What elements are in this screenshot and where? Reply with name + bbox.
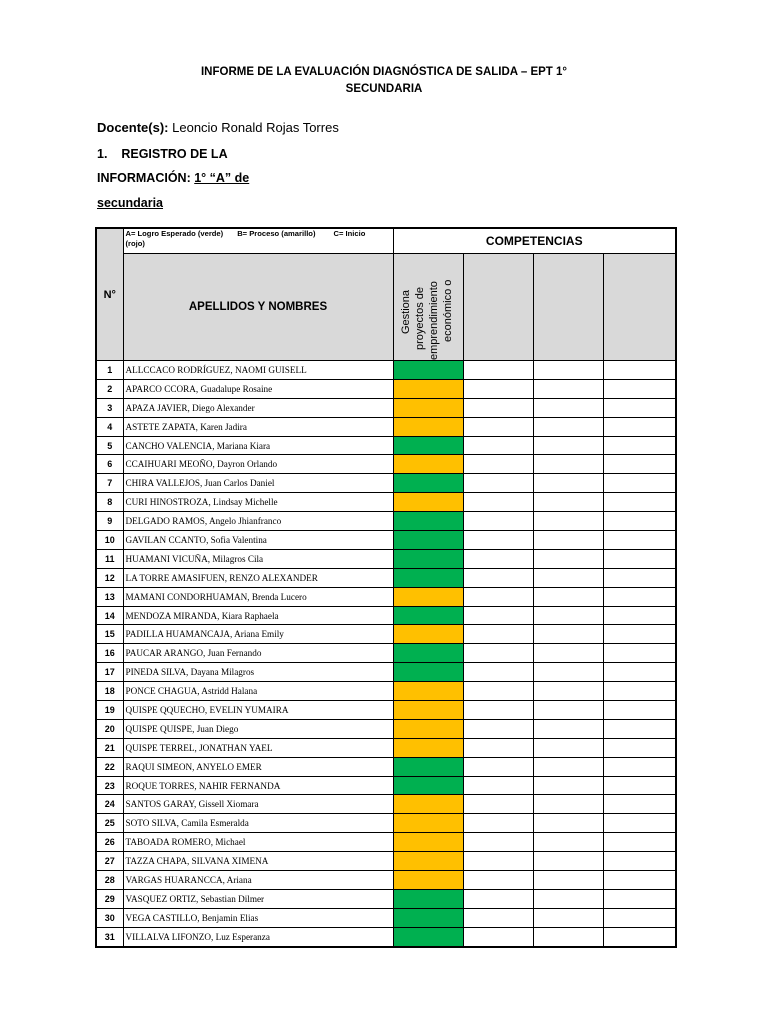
row-number: 12 — [96, 568, 123, 587]
student-name: CURI HINOSTROZA, Lindsay Michelle — [123, 493, 393, 512]
competency-1-line3: emprendimiento — [427, 281, 440, 360]
competency-2-level — [463, 531, 533, 550]
competency-3-level — [533, 795, 603, 814]
competency-1-level — [393, 436, 463, 455]
section-number: 1. — [97, 147, 108, 161]
competency-1-level — [393, 757, 463, 776]
table-row — [96, 927, 676, 946]
competency-2-level — [463, 663, 533, 682]
row-number: 3 — [96, 398, 123, 417]
competency-2-level — [463, 417, 533, 436]
student-name: ALLCCACO RODRÍGUEZ, NAOMI GUISELL — [123, 361, 393, 380]
competency-3-level — [533, 493, 603, 512]
row-number: 25 — [96, 814, 123, 833]
competency-1-level — [393, 871, 463, 890]
competency-1-level — [393, 474, 463, 493]
row-number: 29 — [96, 889, 123, 908]
competency-4-level — [603, 701, 676, 720]
competency-2-level — [463, 474, 533, 493]
table-row — [96, 587, 676, 606]
table-row — [96, 568, 676, 587]
competency-2-level — [463, 776, 533, 795]
competency-2-level — [463, 833, 533, 852]
competency-2-level — [463, 908, 533, 927]
competency-3-level — [533, 701, 603, 720]
competency-3-level — [533, 361, 603, 380]
competency-3-level — [533, 871, 603, 890]
competency-2-level — [463, 361, 533, 380]
table-row — [96, 379, 676, 398]
table-row — [96, 795, 676, 814]
row-number: 11 — [96, 549, 123, 568]
competency-3-level — [533, 512, 603, 531]
competency-4-level — [603, 417, 676, 436]
competency-3-level — [533, 889, 603, 908]
competency-3-level — [533, 474, 603, 493]
competency-2-level — [463, 889, 533, 908]
competency-4-level — [603, 833, 676, 852]
row-number: 27 — [96, 852, 123, 871]
competency-1-level — [393, 587, 463, 606]
student-name: HUAMANI VICUÑA, Milagros Cila — [123, 549, 393, 568]
row-number: 14 — [96, 606, 123, 625]
row-number: 28 — [96, 871, 123, 890]
competency-3-level — [533, 436, 603, 455]
competency-2-level — [463, 587, 533, 606]
table-row — [96, 549, 676, 568]
competency-4-level — [603, 871, 676, 890]
competency-4-level — [603, 379, 676, 398]
docente-label: Docente(s): — [97, 120, 169, 135]
competency-4-level — [603, 663, 676, 682]
competency-4-level — [603, 531, 676, 550]
competency-3-level — [533, 587, 603, 606]
table-row — [96, 455, 676, 474]
competency-2-level — [463, 512, 533, 531]
student-name: APARCO CCORA, Guadalupe Rosaine — [123, 379, 393, 398]
info-grade: 1° “A” de — [194, 171, 250, 185]
competency-4-level — [603, 644, 676, 663]
row-number: 7 — [96, 474, 123, 493]
competency-3-level — [533, 379, 603, 398]
competency-2-level — [463, 814, 533, 833]
competency-4-level — [603, 455, 676, 474]
competency-1-level — [393, 493, 463, 512]
competency-1-level — [393, 398, 463, 417]
competency-4-level — [603, 776, 676, 795]
competency-1-level — [393, 625, 463, 644]
competency-4-level — [603, 682, 676, 701]
competency-1-level — [393, 833, 463, 852]
student-name: VARGAS HUARANCCA, Ariana — [123, 871, 393, 890]
legend-rojo: (rojo) — [125, 239, 145, 248]
legend-c: C= Inicio — [333, 229, 366, 238]
competency-1-level — [393, 606, 463, 625]
row-number: 13 — [96, 587, 123, 606]
student-name: SOTO SILVA, Camila Esmeralda — [123, 814, 393, 833]
competency-1-line4: económico o — [441, 279, 454, 342]
competency-3-level — [533, 852, 603, 871]
student-name: PADILLA HUAMANCAJA, Ariana Emily — [123, 625, 393, 644]
competency-3-level — [533, 455, 603, 474]
competency-4-level — [603, 719, 676, 738]
row-number: 24 — [96, 795, 123, 814]
student-name: DELGADO RAMOS, Angelo Jhianfranco — [123, 512, 393, 531]
competency-1-line2: proyectos de — [413, 287, 426, 350]
competency-1-level — [393, 795, 463, 814]
competency-4-level — [603, 361, 676, 380]
table-row — [96, 644, 676, 663]
competency-2-level — [463, 738, 533, 757]
registro-table — [95, 227, 677, 948]
row-number: 5 — [96, 436, 123, 455]
header-number: N° — [96, 228, 123, 361]
student-name: VEGA CASTILLO, Benjamin Elias — [123, 908, 393, 927]
table-row — [96, 908, 676, 927]
student-name: QUISPE QQUECHO, EVELIN YUMAIRA — [123, 701, 393, 720]
competency-1-level — [393, 889, 463, 908]
row-number: 31 — [96, 927, 123, 946]
competency-3-level — [533, 682, 603, 701]
row-number: 26 — [96, 833, 123, 852]
competency-3-level — [533, 719, 603, 738]
student-name: CHIRA VALLEJOS, Juan Carlos Daniel — [123, 474, 393, 493]
student-name: LA TORRE AMASIFUEN, RENZO ALEXANDER — [123, 568, 393, 587]
competency-2-level — [463, 625, 533, 644]
competency-2-level — [463, 606, 533, 625]
competency-2-level — [463, 795, 533, 814]
competency-1-level — [393, 927, 463, 946]
competency-3-level — [533, 776, 603, 795]
competency-4-level — [603, 852, 676, 871]
competency-3-level — [533, 644, 603, 663]
row-number: 21 — [96, 738, 123, 757]
student-name: TABOADA ROMERO, Michael — [123, 833, 393, 852]
competency-4-level — [603, 795, 676, 814]
competency-1-level — [393, 455, 463, 474]
competency-1-level — [393, 738, 463, 757]
competency-1-header — [393, 254, 463, 361]
competency-3-level — [533, 625, 603, 644]
competency-1-level — [393, 512, 463, 531]
competency-2-level — [463, 852, 533, 871]
competency-4-level — [603, 549, 676, 568]
table-row — [96, 871, 676, 890]
competency-1-line1: Gestiona — [399, 289, 412, 334]
table-row — [96, 757, 676, 776]
table-row — [96, 852, 676, 871]
info-level: secundaria — [97, 196, 164, 210]
student-name: RAQUI SIMEON, ANYELO EMER — [123, 757, 393, 776]
competency-1-level — [393, 852, 463, 871]
table-row — [96, 493, 676, 512]
competency-2-level — [463, 436, 533, 455]
table-row — [96, 625, 676, 644]
competency-3-level — [533, 814, 603, 833]
competency-4-level — [603, 606, 676, 625]
table-row — [96, 701, 676, 720]
competency-2-level — [463, 493, 533, 512]
row-number: 1 — [96, 361, 123, 380]
competency-3-level — [533, 908, 603, 927]
row-number: 19 — [96, 701, 123, 720]
table-row — [96, 361, 676, 380]
table-row — [96, 606, 676, 625]
student-name: QUISPE TERREL, JONATHAN YAEL — [123, 738, 393, 757]
row-number: 22 — [96, 757, 123, 776]
student-name: CANCHO VALENCIA, Mariana Kiara — [123, 436, 393, 455]
competency-1-level — [393, 549, 463, 568]
table-row — [96, 398, 676, 417]
competency-4-level — [603, 474, 676, 493]
competency-3-level — [533, 757, 603, 776]
competency-1-level — [393, 663, 463, 682]
row-number: 20 — [96, 719, 123, 738]
competency-4-level — [603, 568, 676, 587]
row-number: 4 — [96, 417, 123, 436]
competency-4-level — [603, 587, 676, 606]
info-line — [97, 171, 249, 185]
docente-name: Leoncio Ronald Rojas Torres — [168, 120, 339, 135]
student-name: CCAIHUARI MEOÑO, Dayron Orlando — [123, 455, 393, 474]
student-name: ROQUE TORRES, NAHIR FERNANDA — [123, 776, 393, 795]
student-name: PAUCAR ARANGO, Juan Fernando — [123, 644, 393, 663]
competency-1-level — [393, 568, 463, 587]
competency-2-level — [463, 757, 533, 776]
row-number: 2 — [96, 379, 123, 398]
student-name: VASQUEZ ORTIZ, Sebastian Dilmer — [123, 889, 393, 908]
competency-3-level — [533, 417, 603, 436]
competency-1-level — [393, 379, 463, 398]
competencias-header: COMPETENCIAS — [393, 228, 676, 254]
section-title: REGISTRO DE LA — [121, 147, 228, 161]
row-number: 17 — [96, 663, 123, 682]
competency-2-level — [463, 644, 533, 663]
competency-3-level — [533, 398, 603, 417]
table-row — [96, 814, 676, 833]
table-row — [96, 474, 676, 493]
student-name: PINEDA SILVA, Dayana Milagros — [123, 663, 393, 682]
competency-2-level — [463, 701, 533, 720]
competency-3-level — [533, 833, 603, 852]
competency-4-level — [603, 757, 676, 776]
row-number: 23 — [96, 776, 123, 795]
info-label: INFORMACIÓN: — [97, 171, 195, 185]
table-row — [96, 719, 676, 738]
competency-4-level — [603, 398, 676, 417]
competency-4-level — [603, 625, 676, 644]
section-heading — [97, 147, 228, 161]
competency-1-level — [393, 776, 463, 795]
student-name: ASTETE ZAPATA, Karen Jadira — [123, 417, 393, 436]
student-name: TAZZA CHAPA, SILVANA XIMENA — [123, 852, 393, 871]
competency-3-level — [533, 927, 603, 946]
competency-4-level — [603, 889, 676, 908]
student-name: GAVILAN CCANTO, Sofia Valentina — [123, 531, 393, 550]
competency-1-level — [393, 701, 463, 720]
competency-4-level — [603, 738, 676, 757]
competency-3-level — [533, 663, 603, 682]
table-row — [96, 663, 676, 682]
competency-2-level — [463, 871, 533, 890]
student-name: VILLALVA LIFONZO, Luz Esperanza — [123, 927, 393, 946]
competency-1-level — [393, 908, 463, 927]
competency-1-level — [393, 682, 463, 701]
row-number: 16 — [96, 644, 123, 663]
legend-a: A= Logro Esperado (verde) — [125, 229, 224, 238]
competency-2-level — [463, 455, 533, 474]
competency-3-level — [533, 606, 603, 625]
report-title-line1: INFORME DE LA EVALUACIÓN DIAGNÓSTICA DE SALIDA – EPT 1° — [200, 66, 568, 78]
student-name: PONCE CHAGUA, Astridd Halana — [123, 682, 393, 701]
competency-1-level — [393, 814, 463, 833]
student-name: MENDOZA MIRANDA, Kiara Raphaela — [123, 606, 393, 625]
table-row — [96, 682, 676, 701]
report-title-line2: SECUNDARIA — [345, 83, 423, 95]
competency-1-level — [393, 719, 463, 738]
competency-2-level — [463, 398, 533, 417]
competency-4-header — [603, 254, 676, 361]
legend-b: B= Proceso (amarillo) — [237, 229, 316, 238]
row-number: 30 — [96, 908, 123, 927]
legend-cell — [123, 228, 393, 254]
row-number: 9 — [96, 512, 123, 531]
competency-3-level — [533, 549, 603, 568]
competency-3-header — [533, 254, 603, 361]
competency-4-level — [603, 814, 676, 833]
student-name: SANTOS GARAY, Gissell Xiomara — [123, 795, 393, 814]
table-row — [96, 776, 676, 795]
competency-2-level — [463, 719, 533, 738]
competency-1-level — [393, 644, 463, 663]
row-number: 6 — [96, 455, 123, 474]
competency-3-level — [533, 738, 603, 757]
competency-1-level — [393, 531, 463, 550]
student-name: MAMANI CONDORHUAMAN, Brenda Lucero — [123, 587, 393, 606]
competency-1-level — [393, 361, 463, 380]
row-number: 8 — [96, 493, 123, 512]
competency-1-level — [393, 417, 463, 436]
row-number: 15 — [96, 625, 123, 644]
table-row — [96, 436, 676, 455]
table-row — [96, 512, 676, 531]
competency-4-level — [603, 436, 676, 455]
table-row — [96, 417, 676, 436]
table-row — [96, 889, 676, 908]
competency-2-level — [463, 568, 533, 587]
competency-4-level — [603, 908, 676, 927]
header-names: APELLIDOS Y NOMBRES — [123, 254, 393, 361]
competency-2-level — [463, 549, 533, 568]
competency-2-header — [463, 254, 533, 361]
competency-4-level — [603, 493, 676, 512]
competency-4-level — [603, 927, 676, 946]
competency-2-level — [463, 927, 533, 946]
student-name: APAZA JAVIER, Diego Alexander — [123, 398, 393, 417]
competency-3-level — [533, 568, 603, 587]
table-row — [96, 833, 676, 852]
competency-4-level — [603, 512, 676, 531]
student-name: QUISPE QUISPE, Juan Diego — [123, 719, 393, 738]
row-number: 10 — [96, 531, 123, 550]
row-number: 18 — [96, 682, 123, 701]
competency-2-level — [463, 682, 533, 701]
docente-line — [97, 120, 339, 135]
table-row — [96, 738, 676, 757]
table-row — [96, 531, 676, 550]
competency-3-level — [533, 531, 603, 550]
competency-2-level — [463, 379, 533, 398]
